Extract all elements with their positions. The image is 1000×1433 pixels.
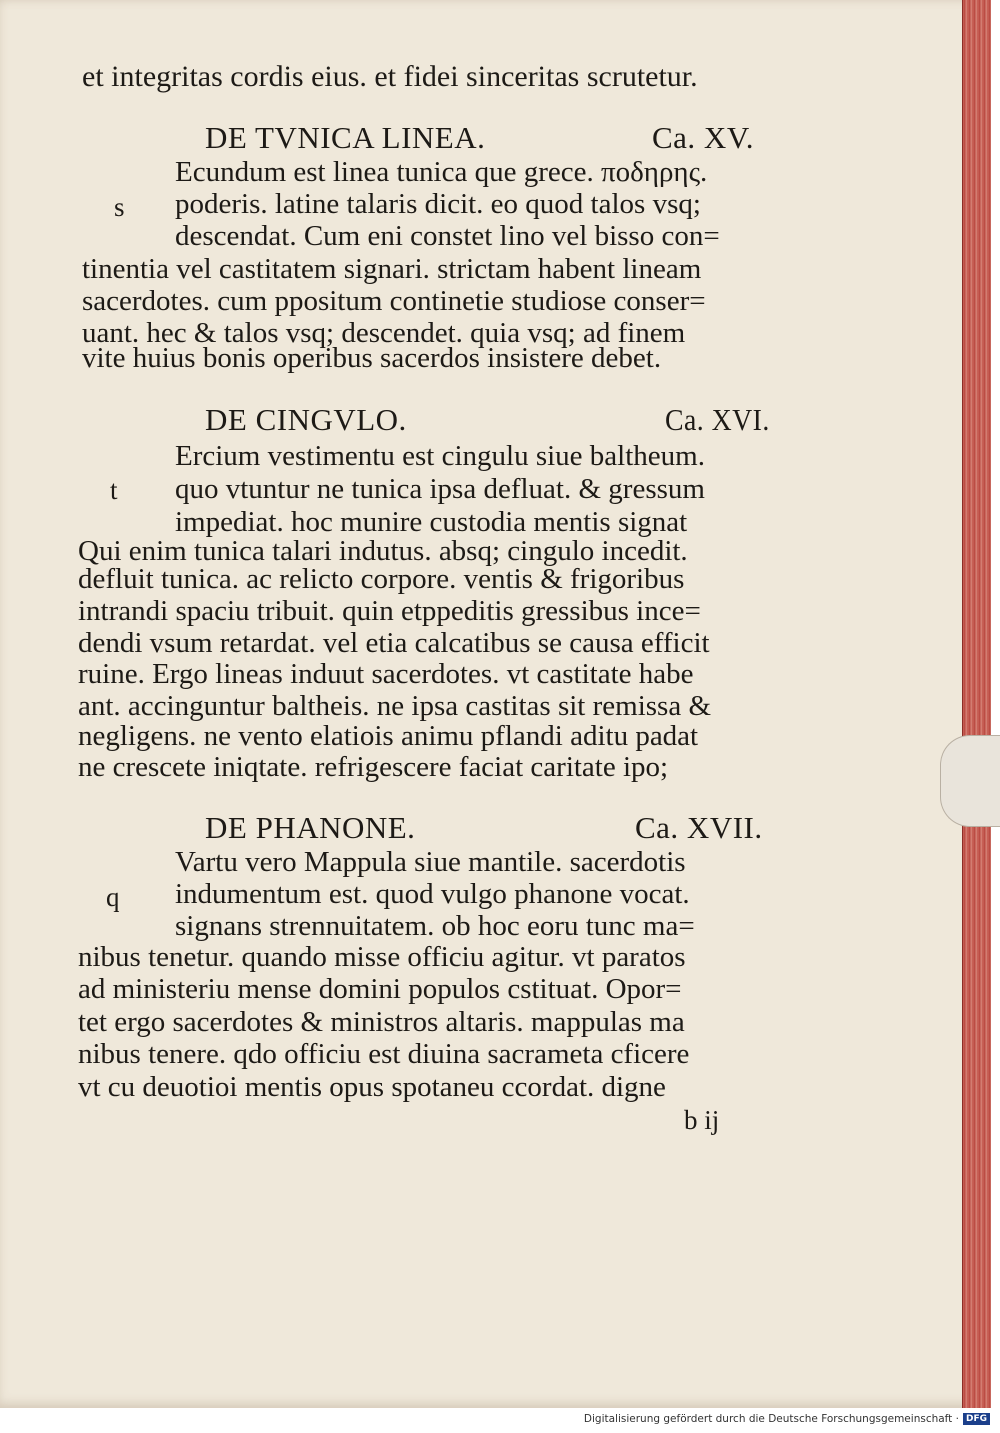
top-line: et integritas cordis eius. et fidei sinceritas scrutetur. xyxy=(82,60,698,93)
text-line: tinentia vel castitatem signari. strictam habent lineam xyxy=(82,253,702,285)
text-line: defluit tunica. ac relicto corpore. ventis & frigoribus xyxy=(78,563,685,595)
initial-guide-letter: q xyxy=(106,882,120,912)
initial-guide-letter: s xyxy=(114,192,125,222)
chapter-number: Ca. XV. xyxy=(652,120,754,155)
text-line: dendi vsum retardat. vel etia calcatibus se causa efficit xyxy=(78,627,710,659)
chapter-number: Ca. XVI. xyxy=(665,402,770,437)
text-line: Ecundum est linea tunica que grece. ποδηρης. xyxy=(175,156,708,188)
text-line: ruine. Ergo lineas induut sacerdotes. vt castitate habe xyxy=(78,658,694,690)
section-heading: DE PHANONE. xyxy=(205,810,416,845)
text-line: nibus tenere. qdo officiu est diuina sacrameta cficere xyxy=(78,1038,690,1070)
page-edge xyxy=(962,0,991,1408)
text-line: tet ergo sacerdotes & ministros altaris. mappulas ma xyxy=(78,1006,685,1038)
text-line: descendat. Cum eni constet lino vel bisso con= xyxy=(175,220,720,252)
text-line: ne crescete iniqtate. refrigescere faciat caritate ipo; xyxy=(78,751,669,783)
text-line: signans strennuitatem. ob hoc eoru tunc ma= xyxy=(175,910,695,942)
text-line: negligens. ne vento elatiois animu pflandi aditu padat xyxy=(78,720,699,752)
credit-text: Digitalisierung gefördert durch die Deutsche Forschungsgemeinschaft · xyxy=(583,1413,959,1425)
digitization-credit xyxy=(584,1413,990,1425)
text-line: poderis. latine talaris dicit. eo quod talos vsq; xyxy=(175,188,701,220)
signature-mark: b ij xyxy=(684,1105,720,1135)
text-line: vt cu deuotioi mentis opus spotaneu ccordat. digne xyxy=(78,1071,666,1103)
text-line: nibus tenetur. quando misse officiu agitur. vt paratos xyxy=(78,941,686,973)
text-line: Qui enim tunica talari indutus. absq; cingulo incedit. xyxy=(78,535,688,567)
text-line: impediat. hoc munire custodia mentis signat xyxy=(175,506,688,538)
section-heading: DE CINGVLO. xyxy=(205,402,407,437)
text-line: sacerdotes. cum ppositum continetie studiose conser= xyxy=(82,285,706,317)
text-line: indumentum est. quod vulgo phanone vocat. xyxy=(175,878,690,910)
text-line: uant. hec & talos vsq; descendet. quia vsq; ad finem xyxy=(82,317,686,349)
text-line: intrandi spaciu tribuit. quin etppeditis gressibus ince= xyxy=(78,595,701,627)
text-line: ad ministeriu mense domini populos cstituat. Opor= xyxy=(78,973,682,1005)
text-line: ant. accinguntur baltheis. ne ipsa castitas sit remissa & xyxy=(78,690,712,722)
page-tab-notch xyxy=(940,735,1000,827)
section-heading: DE TVNICA LINEA. xyxy=(205,120,486,155)
text-line: Vartu vero Mappula siue mantile. sacerdotis xyxy=(175,846,686,878)
text-line: quo vtuntur ne tunica ipsa defluat. & gressum xyxy=(175,473,705,505)
dfg-logo: DFG xyxy=(963,1413,990,1425)
initial-guide-letter: t xyxy=(110,475,118,505)
text-line: Ercium vestimentu est cingulu siue baltheum. xyxy=(175,440,705,472)
text-line: vite huius bonis operibus sacerdos insistere debet. xyxy=(82,342,662,374)
chapter-number: Ca. XVII. xyxy=(635,810,763,845)
